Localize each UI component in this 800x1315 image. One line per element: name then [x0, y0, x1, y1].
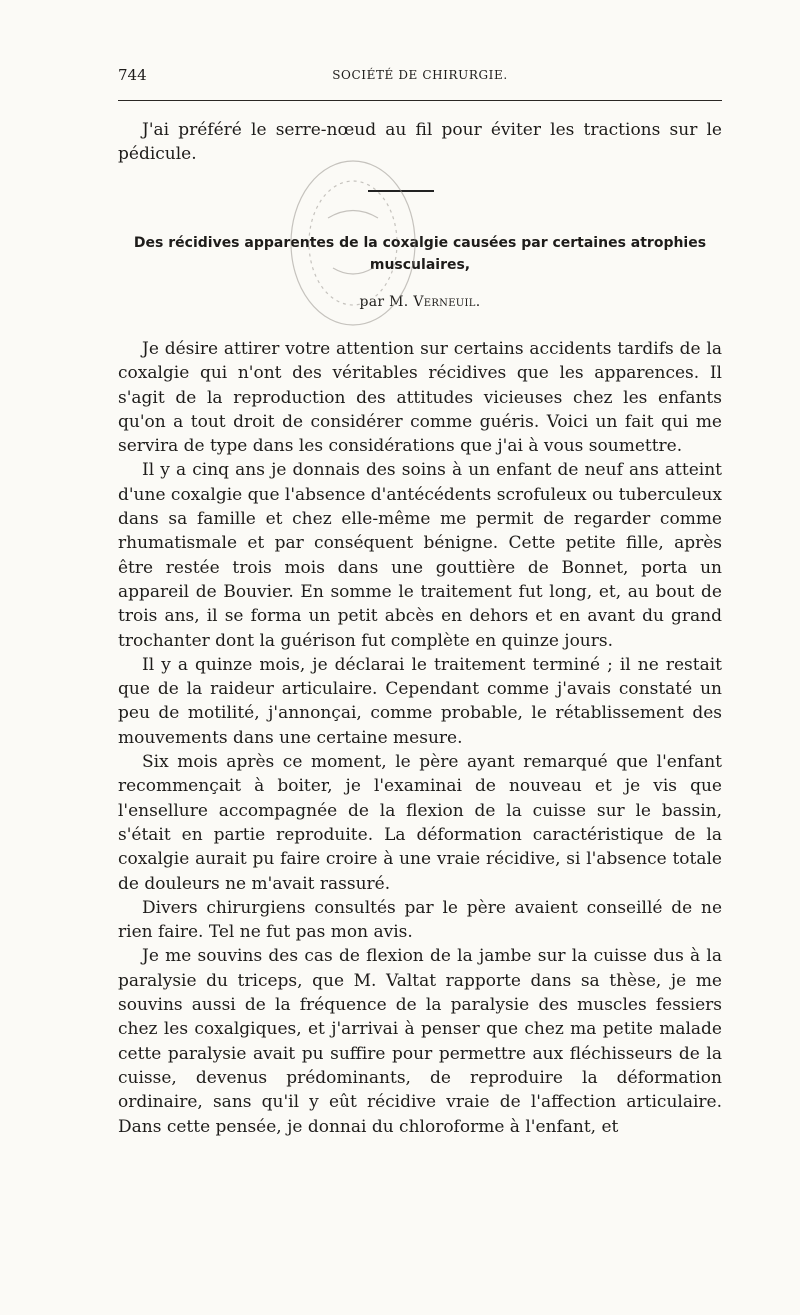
- page-header: [118, 66, 722, 88]
- author-name: Verneuil.: [413, 294, 481, 310]
- paragraph: Divers chirurgiens consultés par le père avaient conseillé de ne rien faire. Tel ne fut pas mon avis.: [118, 897, 722, 943]
- author-prefix: par M.: [359, 294, 409, 310]
- paragraph: Je me souvins des cas de flexion de la jambe sur la cuisse dus à la paralysie du triceps, que M. Valtat rapporte dans sa thèse, je me souvins aussi de la fréquence de la paralysie des muscles fessiers chez les coxalgiques, et j'arrivai à penser que chez ma petite malade cette paralysie avait pu suffire pour permettre aux fléchisseurs de la cuisse, devenus prédominants, de reproduire la déformation ordinaire, sans qu'il y eût récidive vraie de l'affection articulaire. Dans cette pensée, je donnai du chloroforme à l'enfant, et: [118, 946, 722, 1137]
- paragraph: Six mois après ce moment, le père ayant remarqué que l'enfant recommençait à boiter, je l'examinai de nouveau et je vis que l'ensellure accompagnée de la flexion de la cuisse sur le bassin, s'était en partie reproduite. La déformation caractéristique de la coxalgie aurait pu faire croire à une vraie récidive, si l'absence totale de douleurs ne m'avait rassuré.: [118, 752, 722, 894]
- paragraph: Il y a quinze mois, je déclarai le traitement terminé ; il ne restait que de la raideur articulaire. Cependant comme j'avais constaté un peu de motilité, j'annonçai, comme probable, le rétablissement des mouvements dans une certaine mesure.: [118, 654, 722, 748]
- author-line: [118, 294, 722, 310]
- section-separator: [368, 190, 434, 192]
- paragraph: Je désire attirer votre attention sur certains accidents tardifs de la coxalgie qui n'ont des véritables récidives que les apparences. Il s'agit de la reproduction des attitudes vicieuses chez les enfants qu'on a tout droit de considérer comme guéris. Voici un fait qui me servira de type dans les considérations que j'ai à vous soumettre.: [118, 339, 722, 457]
- paragraph: Il y a cinq ans je donnais des soins à un enfant de neuf ans atteint d'une coxalgie que l'absence d'antécédents scrofuleux ou tuberculeux dans sa famille et chez elle-même me permit de regarder comme rhumatismale et par conséquent bénigne. Cette petite fille, après être restée trois mois dans une gouttière de Bonnet, porta un appareil de Bouvier. En somme le traitement fut long, et, au bout de trois ans, il se forma un petit abcès en dehors et en avant du grand trochanter dont la guérison fut complète en quinze jours.: [118, 460, 722, 651]
- header-rule: [118, 100, 722, 101]
- article-body: [118, 337, 722, 1139]
- article-title: Des récidives apparentes de la coxalgie causées par certaines atrophies musculaires,: [133, 235, 707, 273]
- running-head: SOCIÉTÉ DE CHIRURGIE.: [332, 68, 508, 82]
- carryover-paragraph: [118, 118, 722, 167]
- carryover-text: J'ai préféré le serre-nœud au fil pour éviter les tractions sur le pédicule.: [118, 120, 722, 165]
- page-number: 744: [118, 66, 147, 84]
